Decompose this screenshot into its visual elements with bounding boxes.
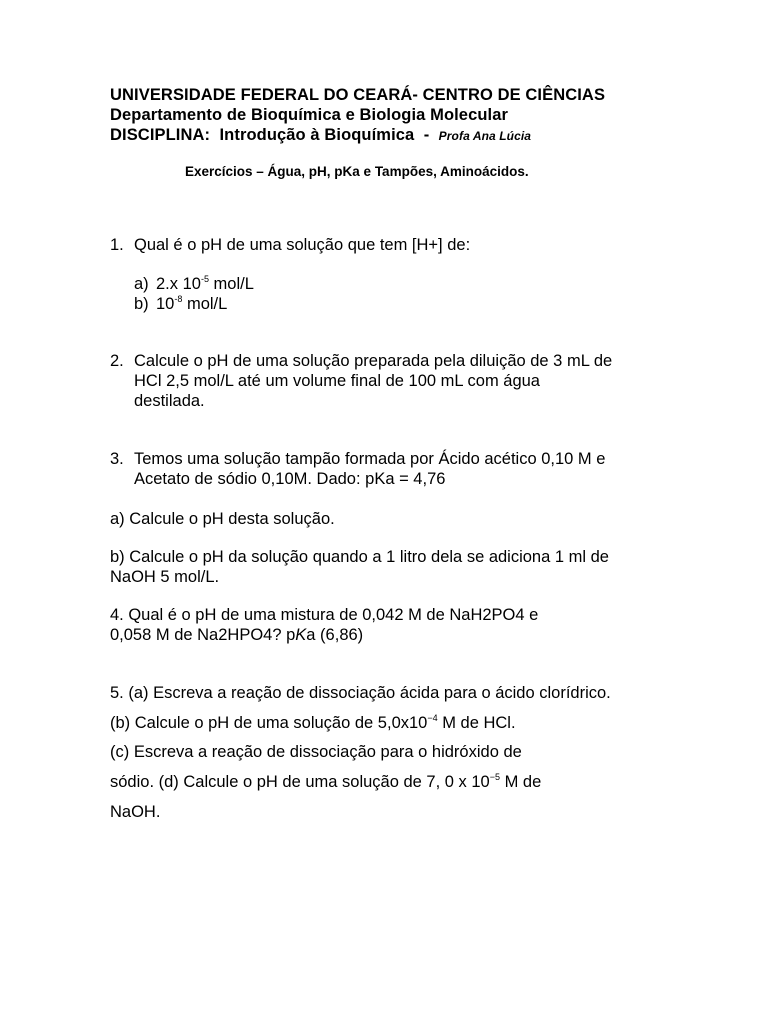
- question-3-number: 3.: [110, 450, 124, 468]
- discipline-name: Introdução à Bioquímica: [219, 126, 415, 144]
- question-3b-line-1: b) Calcule o pH da solução quando a 1 litro dela se adiciona 1 ml de: [110, 548, 609, 566]
- question-1b: [134, 295, 227, 314]
- question-2-line-3: destilada.: [134, 392, 205, 410]
- exercise-subtitle: Exercícios – Água, pH, pKa e Tampões, Aminoácidos.: [185, 164, 529, 179]
- question-3-line-1: [110, 450, 605, 469]
- university-heading: UNIVERSIDADE FEDERAL DO CEARÁ- CENTRO DE CIÊNCIAS: [110, 86, 606, 104]
- question-5-line-5: NaOH.: [110, 803, 161, 821]
- question-1: [110, 236, 470, 255]
- question-5-line-1: 5. (a) Escreva a reação de dissociação ácida para o ácido clorídrico.: [110, 684, 611, 702]
- discipline-label: DISCIPLINA:: [110, 126, 211, 144]
- question-2-text-1: Calcule o pH de uma solução preparada pela diluição de 3 mL de: [134, 352, 613, 370]
- question-5d-exponent: −5: [489, 772, 500, 782]
- question-1b-exponent: -8: [174, 294, 183, 304]
- department-heading: Departamento de Bioquímica e Biologia Molecular: [110, 106, 509, 124]
- question-1a: [134, 275, 254, 294]
- question-1b-label: b): [134, 295, 149, 313]
- heading-separator: -: [423, 126, 430, 144]
- professor-name: Profa Ana Lúcia: [438, 129, 532, 143]
- question-3b-line-2: NaOH 5 mol/L.: [110, 568, 220, 586]
- question-1-text: Qual é o pH de uma solução que tem [H+] de:: [134, 236, 471, 254]
- question-3-text-1: Temos uma solução tampão formada por Ácido acético 0,10 M e: [134, 450, 606, 468]
- question-1a-base: 2.x 10: [156, 275, 201, 293]
- question-2-line-2: HCl 2,5 mol/L até um volume final de 100 mL com água: [134, 372, 540, 390]
- question-1-number: 1.: [110, 236, 124, 254]
- question-1a-unit: mol/L: [208, 275, 254, 293]
- question-4-italic-k: K: [295, 626, 307, 644]
- question-2-line-1: [110, 352, 612, 371]
- question-1b-base: 10: [156, 295, 175, 313]
- question-1a-exponent: -5: [200, 274, 209, 284]
- question-1a-label: a): [134, 275, 149, 293]
- question-5-line-2: [110, 714, 516, 733]
- question-5-line-4: [110, 773, 541, 792]
- discipline-heading: [110, 126, 531, 145]
- question-5b-text-post: M de HCl.: [437, 714, 516, 732]
- question-5d-text-post: M de: [499, 773, 542, 791]
- question-5d-text-pre: sódio. (d) Calcule o pH de uma solução de 7, 0 x 10: [110, 773, 490, 791]
- question-5b-exponent: −4: [427, 713, 438, 723]
- question-4-line-2: [110, 626, 363, 645]
- question-2-number: 2.: [110, 352, 124, 370]
- question-5b-text-pre: (b) Calcule o pH de uma solução de 5,0x10: [110, 714, 428, 732]
- question-3-line-2: Acetato de sódio 0,10M. Dado: pKa = 4,76: [134, 470, 446, 488]
- question-5-line-3: (c) Escreva a reação de dissociação para o hidróxido de: [110, 743, 522, 761]
- question-4-text-pre: 0,058 M de Na2HPO4? p: [110, 626, 296, 644]
- question-4-line-1: 4. Qual é o pH de uma mistura de 0,042 M de NaH2PO4 e: [110, 606, 539, 624]
- question-4-text-post: a (6,86): [306, 626, 364, 644]
- question-1b-unit: mol/L: [182, 295, 228, 313]
- question-3a: a) Calcule o pH desta solução.: [110, 510, 335, 528]
